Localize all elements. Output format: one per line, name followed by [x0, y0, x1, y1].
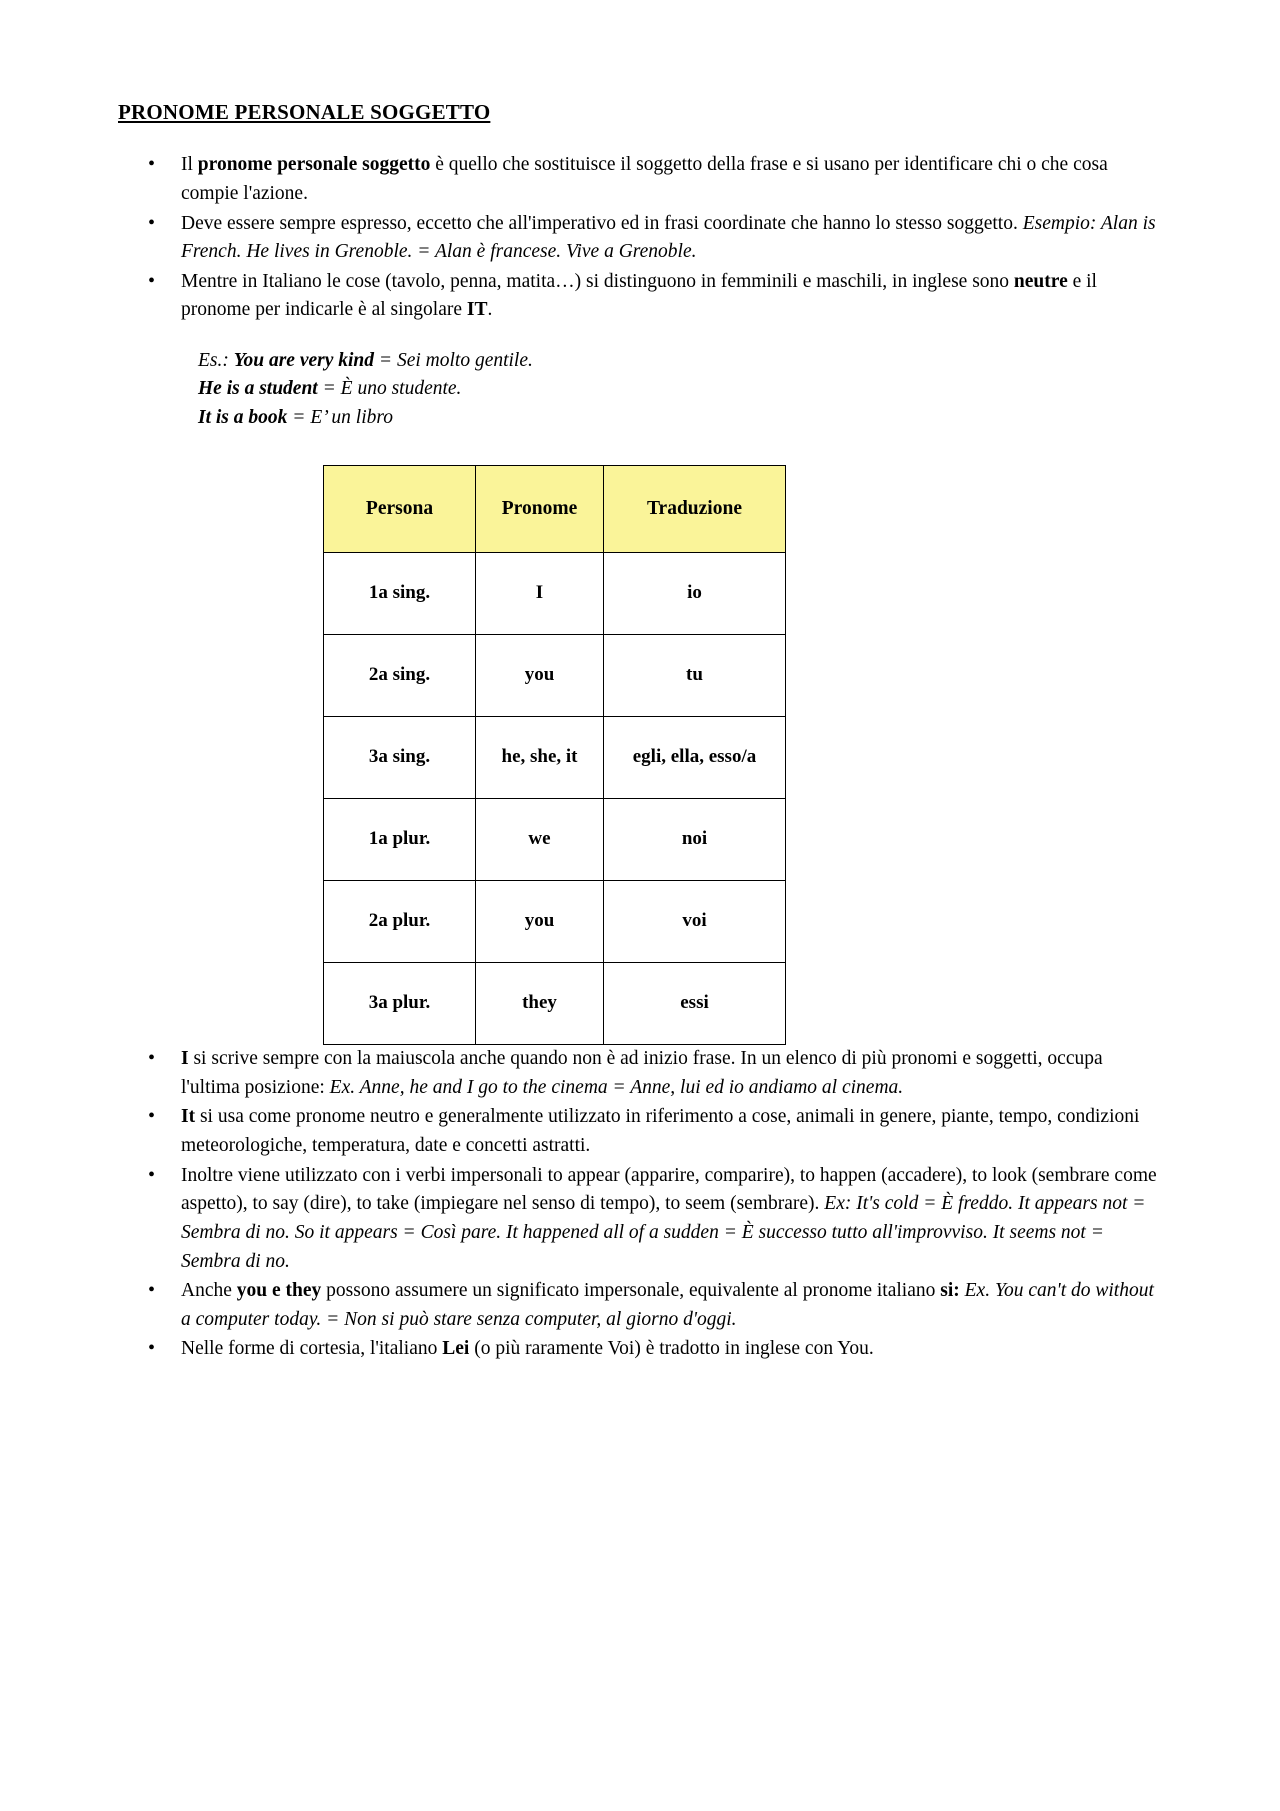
- table-cell: you: [476, 634, 604, 716]
- text-run: Ex. Anne, he and I go to the cinema = Anne, lui ed io andiamo al cinema.: [329, 1076, 904, 1098]
- table-cell: I: [476, 552, 604, 634]
- example-italian: E’ un libro: [310, 406, 394, 428]
- table-row: [324, 552, 786, 634]
- text-run: Il: [181, 154, 198, 176]
- table-row: [324, 798, 786, 880]
- text-run: si scrive sempre con la maiuscola anche quando non è ad inizio frase. In un elenco di più pronomi e soggetti, occupa l'ultima posizione:: [181, 1047, 1103, 1098]
- bullet-item-neuter-it: [118, 268, 1162, 325]
- table-header-row: [324, 465, 786, 552]
- table-cell: 3a plur.: [324, 962, 476, 1044]
- table-cell: tu: [604, 634, 786, 716]
- table-cell: you: [476, 880, 604, 962]
- bullet-item-courtesy-forms: [118, 1335, 1162, 1364]
- table-row: [324, 962, 786, 1044]
- table-body: [324, 552, 786, 1044]
- text-run: Lei: [442, 1338, 470, 1360]
- example-line: [198, 404, 1162, 432]
- text-run: (o più raramente Voi) è tradotto in inglese con You.: [469, 1338, 874, 1360]
- example-english: It is a book: [198, 406, 288, 428]
- text-run: e il pronome per indicarle è al singolare: [181, 270, 1097, 321]
- text-run: Ex. You can't do without a computer today. = Non si può stare senza computer, al giorno d'oggi.: [181, 1280, 1154, 1330]
- text-run: Deve essere sempre espresso, eccetto che all'imperativo ed in frasi coordinate che hanno lo stesso soggetto.: [181, 212, 1023, 234]
- text-run: si:: [940, 1280, 960, 1302]
- table-column-header: Pronome: [476, 465, 604, 552]
- example-italian: Sei molto gentile.: [396, 350, 533, 372]
- table-cell: 2a plur.: [324, 880, 476, 962]
- text-run: pronome personale soggetto: [197, 154, 431, 176]
- table-cell: noi: [604, 798, 786, 880]
- text-run: è quello che sostituisce il soggetto della frase e si usano per identificare chi o che cosa compie l'azione.: [181, 154, 1108, 204]
- example-equals: =: [287, 406, 311, 428]
- text-run: si usa come pronome neutro e generalmente utilizzato in riferimento a cose, animali in genere, piante, tempo, condizioni meteorologiche, temperatura, date e concetti astratti.: [181, 1106, 1140, 1156]
- text-run: It: [181, 1106, 196, 1128]
- example-italian: È uno studente.: [340, 378, 462, 400]
- example-english: You are very kind: [233, 350, 375, 372]
- table-cell: voi: [604, 880, 786, 962]
- examples-label: Es.:: [198, 350, 229, 372]
- text-run: possono assumere un significato impersonale, equivalente al pronome italiano: [321, 1280, 941, 1302]
- table-cell: egli, ella, esso/a: [604, 716, 786, 798]
- notes-bullet-list: [118, 1045, 1162, 1364]
- page-title: PRONOME PERSONALE SOGGETTO: [118, 100, 491, 124]
- intro-bullet-list: [118, 151, 1162, 325]
- table-header: [324, 465, 786, 552]
- pronoun-table: [323, 465, 786, 1045]
- text-run: .: [487, 299, 493, 321]
- table-cell: 3a sing.: [324, 716, 476, 798]
- text-run: IT: [466, 299, 488, 321]
- table-column-header: Persona: [324, 465, 476, 552]
- text-run: Mentre in Italiano le cose (tavolo, penna, matita…) si distinguono in femminili e maschili, in inglese sono: [181, 270, 1014, 292]
- table-cell: 1a plur.: [324, 798, 476, 880]
- example-line: [198, 375, 1162, 403]
- table-cell: he, she, it: [476, 716, 604, 798]
- text-run: Ex: It's cold = È freddo. It appears not = Sembra di no. So it appears = Così pare. It happened all of a sudden = È successo tutto all'improvviso. It seems not = Sembra di no.: [181, 1193, 1146, 1272]
- bullet-item-impersonal-you-they: [118, 1277, 1162, 1334]
- examples-block: [198, 347, 1162, 432]
- bullet-item-definition: [118, 151, 1162, 208]
- example-line: [198, 347, 1162, 375]
- table-row: [324, 716, 786, 798]
- text-run: Inoltre viene utilizzato con i verbi impersonali to appear (apparire, comparire), to happen (accadere), to look (sembrare come aspetto), to say (dire), to take (impiegare nel senso di tempo), to seem (sembrare).: [181, 1164, 1157, 1215]
- text-run: I: [181, 1047, 189, 1069]
- text-run: neutre: [1013, 270, 1068, 292]
- table-cell: they: [476, 962, 604, 1044]
- pronoun-table-wrapper: [323, 465, 1162, 1045]
- table-cell: io: [604, 552, 786, 634]
- bullet-item-impersonal-verbs: [118, 1162, 1162, 1277]
- text-run: Esempio: Alan is French. He lives in Grenoble. = Alan è francese. Vive a Grenoble.: [181, 212, 1156, 263]
- bullet-item-it-neuter-usage: [118, 1103, 1162, 1160]
- text-run: Anche: [181, 1280, 237, 1302]
- table-row: [324, 634, 786, 716]
- table-cell: 1a sing.: [324, 552, 476, 634]
- example-equals: =: [374, 350, 397, 372]
- text-run: you e they: [236, 1280, 322, 1302]
- table-cell: we: [476, 798, 604, 880]
- bullet-item-always-expressed: [118, 210, 1162, 267]
- example-equals: =: [317, 378, 341, 400]
- table-row: [324, 880, 786, 962]
- text-run: Nelle forme di cortesia, l'italiano: [181, 1338, 443, 1360]
- bullet-item-capital-i: [118, 1045, 1162, 1102]
- table-column-header: Traduzione: [604, 465, 786, 552]
- example-english: He is a student: [198, 378, 318, 400]
- table-cell: 2a sing.: [324, 634, 476, 716]
- table-cell: essi: [604, 962, 786, 1044]
